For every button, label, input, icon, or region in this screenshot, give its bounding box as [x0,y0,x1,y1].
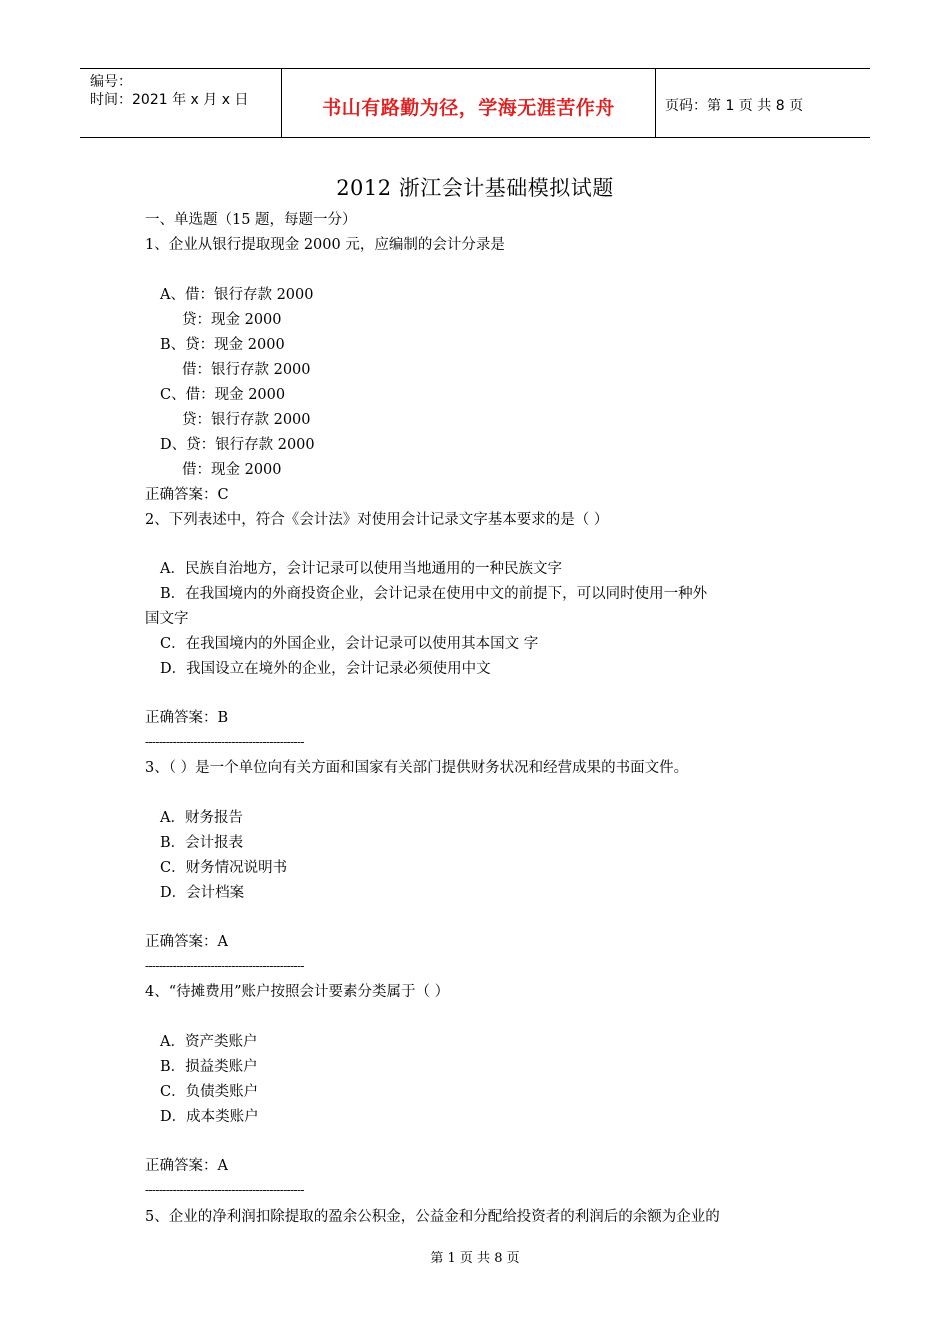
serial-label: 编号： [90,74,132,90]
q2-option-c: C．在我国境内的外国企业，会计记录可以使用其本国文 字 [160,636,539,652]
q1-option-d-line2: 借：现金 2000 [182,462,282,478]
page-info: 页码：第 1 页 共 8 页 [665,98,804,114]
q2-answer: 正确答案：B [145,710,229,726]
q4-answer: 正确答案：A [145,1158,228,1174]
q1-option-a-line1: A、借：银行存款 2000 [160,287,314,303]
q1-option-b-line1: B、贷：现金 2000 [160,337,285,353]
q4-option-a: A．资产类账户 [160,1034,258,1050]
header-motto-cell [281,69,656,137]
q3-answer: 正确答案：A [145,934,228,950]
section-heading: 一、单选题（15 题，每题一分） [145,212,357,228]
question-2: 2、下列表述中，符合《会计法》对使用会计记录文字基本要求的是（ ） [145,512,609,528]
question-4: 4、“待摊费用”账户按照会计要素分类属于（ ） [145,984,450,1000]
divider-2: ---------------------------------------------- [145,959,304,973]
q2-option-a: A．民族自治地方，会计记录可以使用当地通用的一种民族文字 [160,561,562,577]
time-label: 时间：2021 年 x 月 x 日 [90,92,249,108]
q3-option-b: B．会计报表 [160,835,244,851]
q1-option-c-line1: C、借：现金 2000 [160,387,286,403]
divider-3: ---------------------------------------------- [145,1183,304,1197]
q2-option-d: D．我国设立在境外的企业，会计记录必须使用中文 [160,661,491,677]
page-footer: 第 1 页 共 8 页 [430,1251,520,1266]
q2-option-b-continued: 国文字 [145,611,189,627]
q1-option-a-line2: 贷：现金 2000 [182,312,282,328]
q1-option-b-line2: 借：银行存款 2000 [182,362,311,378]
q3-option-c: C．财务情况说明书 [160,860,288,876]
header-page-cell [655,69,870,137]
motto-text: 书山有路勤为径，学海无涯苦作舟 [322,97,615,119]
q1-answer: 正确答案：C [145,487,229,503]
q4-option-d: D．成本类账户 [160,1109,259,1125]
q4-option-b: B．损益类账户 [160,1059,258,1075]
question-1: 1、企业从银行提取现金 2000 元，应编制的会计分录是 [145,237,505,253]
q1-option-d-line1: D、贷：银行存款 2000 [160,437,315,453]
header-meta-cell [80,69,280,137]
document-title: 2012 浙江会计基础模拟试题 [336,176,614,200]
question-5: 5、企业的净利润扣除提取的盈余公积金，公益金和分配给投资者的利润后的余额为企业的 [145,1209,720,1225]
q3-option-d: D．会计档案 [160,885,245,901]
divider-1: ---------------------------------------------- [145,735,304,749]
q3-option-a: A．财务报告 [160,810,243,826]
document-header [80,68,870,138]
q1-option-c-line2: 贷：银行存款 2000 [182,412,311,428]
q4-option-c: C．负债类账户 [160,1084,259,1100]
question-3: 3、（ ）是一个单位向有关方面和国家有关部门提供财务状况和经营成果的书面文件。 [145,760,689,776]
q2-option-b: B．在我国境内的外商投资企业，会计记录在使用中文的前提下，可以同时使用一种外 [160,586,708,602]
